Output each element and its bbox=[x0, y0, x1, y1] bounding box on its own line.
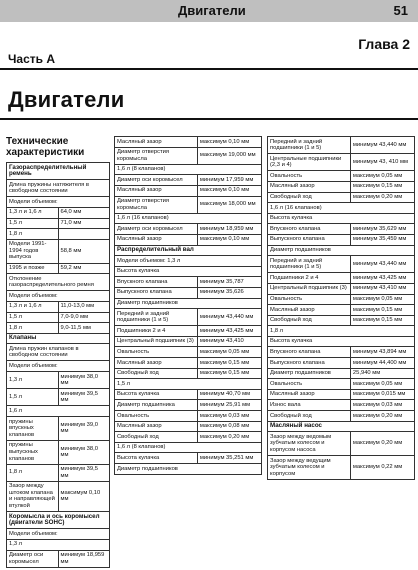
spec-label: Свободный ход bbox=[115, 432, 198, 443]
page-number: 51 bbox=[393, 3, 408, 18]
table-row bbox=[268, 192, 415, 203]
table-row bbox=[7, 529, 110, 540]
spec-value: 9,0-11,5 мм bbox=[58, 323, 110, 334]
table-row bbox=[7, 301, 110, 312]
spec-label: 1,8 л bbox=[7, 464, 59, 481]
spec-label: Свободный ход bbox=[268, 192, 351, 203]
spec-value: минимум 35,459 мм bbox=[350, 234, 414, 245]
spec-value: минимум 38,0 мм bbox=[58, 372, 110, 389]
table-row bbox=[268, 171, 415, 182]
spec-table-3 bbox=[267, 136, 415, 480]
table-row bbox=[115, 442, 262, 453]
table-row bbox=[7, 512, 110, 529]
spec-label: Подшипники 2 и 4 bbox=[115, 326, 198, 337]
spec-value: максимум 0,15 мм bbox=[197, 368, 261, 379]
spec-value: максимум 0,05 мм bbox=[350, 171, 414, 182]
table-row bbox=[268, 203, 415, 214]
spec-label: Овальность bbox=[115, 347, 198, 358]
spec-value: 59,2 мм bbox=[58, 263, 110, 274]
table-row bbox=[7, 440, 110, 464]
table-row bbox=[268, 379, 415, 390]
spec-label: Овальность bbox=[115, 411, 198, 422]
spec-label: Зазор между ведомым зубчатым колесом и корпусом насоса bbox=[268, 432, 351, 456]
table-row bbox=[115, 298, 262, 309]
spec-subheading: Высота кулачка bbox=[268, 213, 415, 224]
part-label: Часть A bbox=[8, 52, 56, 66]
spec-subheading: 1,3 л bbox=[7, 539, 110, 550]
spec-label: Диаметр оси коромысел bbox=[115, 175, 198, 186]
spec-label: Свободный ход bbox=[268, 411, 351, 422]
table-row bbox=[7, 550, 110, 567]
divider-top bbox=[0, 68, 418, 70]
spec-value: максимум 18,000 мм bbox=[197, 196, 261, 213]
spec-value: минимум 39,5 мм bbox=[58, 389, 110, 406]
spec-value: минимум 43,440 мм bbox=[197, 309, 261, 326]
spec-label: Передний и задний подшипники (1 и 5) bbox=[115, 309, 198, 326]
spec-value: максимум 0,08 мм bbox=[197, 421, 261, 432]
spec-label: 1,5 л bbox=[7, 312, 59, 323]
spec-label: Центральные подшипники (2,3 и 4) bbox=[268, 154, 351, 171]
spec-label: Центральный подшипник (3) bbox=[268, 283, 351, 294]
spec-value: максимум 0,05 мм bbox=[350, 379, 414, 390]
spec-label: Выпускного клапана bbox=[268, 234, 351, 245]
spec-value: минимум 18,959 мм bbox=[197, 224, 261, 235]
spec-label: Зазор между штоком клапана и направляющей втулкой bbox=[7, 481, 59, 511]
spec-label: Модели 1991-1994 годов выпуска bbox=[7, 239, 59, 263]
spec-value: минимум 35,251 мм bbox=[197, 453, 261, 464]
section-title: Газораспределительный ремень bbox=[7, 163, 110, 180]
spec-label: Передний и задний подшипники (1 и 5) bbox=[268, 256, 351, 273]
spec-label: Масляный зазор bbox=[115, 421, 198, 432]
table-row bbox=[268, 456, 415, 480]
table-row bbox=[7, 239, 110, 263]
spec-subheading: Высота кулачка bbox=[268, 336, 415, 347]
spec-value bbox=[58, 229, 110, 240]
table-row bbox=[115, 224, 262, 235]
table-row bbox=[268, 245, 415, 256]
table-row bbox=[7, 207, 110, 218]
spec-label: Впускного клапана bbox=[268, 224, 351, 235]
spec-label: Масляный зазор bbox=[115, 234, 198, 245]
spec-label: Масляный зазор bbox=[268, 181, 351, 192]
table-row bbox=[115, 164, 262, 175]
table-row bbox=[268, 273, 415, 284]
table-row bbox=[7, 229, 110, 240]
spec-label: Масляный зазор bbox=[115, 358, 198, 369]
spec-value: минимум 38,0 мм bbox=[58, 440, 110, 464]
spec-label: 1995 и позже bbox=[7, 263, 59, 274]
table-row bbox=[268, 137, 415, 154]
spec-value: минимум 35,787 bbox=[197, 277, 261, 288]
spec-label: Зазор между ведущим зубчатым колесом и корпусом bbox=[268, 456, 351, 480]
table-row bbox=[7, 163, 110, 180]
section-title: Распределительный вал bbox=[115, 245, 262, 256]
spec-label: Подшипники 2 и 4 bbox=[268, 273, 351, 284]
spec-subheading: 1,6 л (16 клапанов) bbox=[115, 213, 262, 224]
spec-value: максимум 0,15 мм bbox=[350, 181, 414, 192]
table-row bbox=[268, 389, 415, 400]
spec-subheading: 1,8 л bbox=[268, 326, 415, 337]
table-row bbox=[268, 432, 415, 456]
table-row bbox=[268, 326, 415, 337]
spec-value: минимум 43,894 мм bbox=[350, 347, 414, 358]
table-row bbox=[268, 347, 415, 358]
table-row bbox=[115, 411, 262, 422]
table-row bbox=[115, 421, 262, 432]
table-row bbox=[268, 368, 415, 379]
spec-subheading: Модели объемом: bbox=[7, 197, 110, 208]
spec-value: минимум 18,959 мм bbox=[58, 550, 110, 567]
spec-subheading: Диаметр подшипников bbox=[115, 298, 262, 309]
spec-value: максимум 0,10 мм bbox=[197, 185, 261, 196]
spec-label: Диаметр подшипника bbox=[115, 400, 198, 411]
spec-label: Масляный зазор bbox=[268, 389, 351, 400]
section-title: Масляный насос bbox=[268, 421, 415, 432]
table-row bbox=[7, 291, 110, 302]
table-row bbox=[115, 137, 262, 148]
table-row bbox=[268, 154, 415, 171]
spec-label: 1,3 л bbox=[7, 372, 59, 389]
table-row bbox=[7, 417, 110, 441]
spec-value: максимум 19,000 мм bbox=[197, 147, 261, 164]
spec-value: минимум 43,440 мм bbox=[350, 137, 414, 154]
table-row bbox=[268, 358, 415, 369]
spec-label: Диаметр отверстия коромысла bbox=[115, 196, 198, 213]
spec-value: максимум 0,03 мм bbox=[197, 411, 261, 422]
table-row bbox=[115, 196, 262, 213]
table-row bbox=[115, 400, 262, 411]
spec-label: Впускного клапана bbox=[268, 347, 351, 358]
spec-value: максимум 0,03 мм bbox=[350, 400, 414, 411]
spec-value: минимум 44,400 мм bbox=[350, 358, 414, 369]
table-row bbox=[7, 389, 110, 406]
spec-subheading: Диаметр подшипников bbox=[115, 464, 262, 475]
spec-label: 1,3 л и 1,6 л bbox=[7, 301, 59, 312]
spec-value: минимум 43,425 мм bbox=[197, 326, 261, 337]
table-row bbox=[115, 326, 262, 337]
spec-label: Диаметр оси коромысел bbox=[115, 224, 198, 235]
spec-value: максимум 0,20 мм bbox=[350, 192, 414, 203]
table-row bbox=[7, 361, 110, 372]
spec-value: максимум 0,05 мм bbox=[197, 347, 261, 358]
spec-label: Диаметр отверстия коромысла bbox=[115, 147, 198, 164]
spec-value: 71,0 мм bbox=[58, 218, 110, 229]
table-row bbox=[115, 245, 262, 256]
page-title: Двигатели bbox=[8, 87, 125, 112]
table-row bbox=[115, 175, 262, 186]
table-row bbox=[115, 389, 262, 400]
spec-value: максимум 0,15 мм bbox=[350, 315, 414, 326]
column-1 bbox=[6, 136, 110, 568]
spec-value: минимум 43,410 bbox=[197, 336, 261, 347]
spec-value: максимум 0,10 мм bbox=[58, 481, 110, 511]
table-row bbox=[7, 539, 110, 550]
table-row bbox=[7, 323, 110, 334]
table-row bbox=[7, 274, 110, 291]
table-row bbox=[115, 358, 262, 369]
spec-value: 64,0 мм bbox=[58, 207, 110, 218]
spec-value: минимум 17,959 мм bbox=[197, 175, 261, 186]
table-row bbox=[268, 181, 415, 192]
spec-value: максимум 0,05 мм bbox=[350, 294, 414, 305]
spec-value: минимум 43,440 мм bbox=[350, 256, 414, 273]
column-2 bbox=[114, 136, 262, 475]
spec-subheading: Длина пружины натяжителя в свободном состоянии bbox=[7, 180, 110, 197]
spec-value: 7,0-9,0 мм bbox=[58, 312, 110, 323]
table-row bbox=[268, 234, 415, 245]
spec-label: пружины впускных клапанов bbox=[7, 417, 59, 441]
spec-label: Выпускного клапана bbox=[115, 287, 198, 298]
table-row bbox=[115, 453, 262, 464]
spec-subheading: Диаметр подшипников bbox=[268, 245, 415, 256]
spec-subheading: Модели объемом: bbox=[7, 529, 110, 540]
section-title: Коромысла и ось коромысел (двигатели SOHC) bbox=[7, 512, 110, 529]
table-row bbox=[268, 315, 415, 326]
spec-value: минимум 43,410 мм bbox=[350, 283, 414, 294]
table-row bbox=[115, 368, 262, 379]
spec-value: минимум 39,5 мм bbox=[58, 464, 110, 481]
table-row bbox=[7, 333, 110, 344]
table-row bbox=[115, 266, 262, 277]
table-row bbox=[268, 421, 415, 432]
spec-value: минимум 35,626 bbox=[197, 287, 261, 298]
spec-label: Диаметр оси коромысел bbox=[7, 550, 59, 567]
table-row bbox=[268, 305, 415, 316]
table-row bbox=[268, 256, 415, 273]
table-row bbox=[115, 147, 262, 164]
table-row bbox=[268, 400, 415, 411]
table-row bbox=[115, 309, 262, 326]
table-row bbox=[115, 432, 262, 443]
spec-subheading: 1,6 л (8 клапанов) bbox=[115, 442, 262, 453]
table-row bbox=[268, 224, 415, 235]
spec-subheading: 1,5 л bbox=[115, 379, 262, 390]
spec-value: минимум 25,91 мм bbox=[197, 400, 261, 411]
table-row bbox=[115, 336, 262, 347]
table-row bbox=[115, 256, 262, 267]
spec-value: максимум 0,20 мм bbox=[350, 432, 414, 456]
spec-label: Диаметр подшипников bbox=[268, 368, 351, 379]
spec-subheading: Отклонение газораспределительного ремня bbox=[7, 274, 110, 291]
spec-label: Масляный зазор bbox=[115, 185, 198, 196]
chapter-label: Глава 2 bbox=[358, 36, 410, 52]
spec-value: максимум 0,015 мм bbox=[350, 389, 414, 400]
spec-value: максимум 0,10 мм bbox=[197, 137, 261, 148]
spec-label: 1,5 л bbox=[7, 389, 59, 406]
table-row bbox=[115, 234, 262, 245]
spec-subheading: Модели объемом: bbox=[7, 291, 110, 302]
spec-label: Овальность bbox=[268, 379, 351, 390]
table-row bbox=[268, 213, 415, 224]
spec-value: максимум 0,15 мм bbox=[350, 305, 414, 316]
table-row bbox=[7, 218, 110, 229]
table-row bbox=[7, 180, 110, 197]
spec-subheading: 1,6 л (8 клапанов) bbox=[115, 164, 262, 175]
table-row bbox=[115, 379, 262, 390]
spec-label: Масляный зазор bbox=[268, 305, 351, 316]
spec-label: Овальность bbox=[268, 171, 351, 182]
spec-subheading: 1,6 л bbox=[7, 406, 110, 417]
spec-subheading: Длина пружин клапанов в свободном состоянии bbox=[7, 344, 110, 361]
spec-value: минимум 39,0 мм bbox=[58, 417, 110, 441]
running-header-title: Двигатели bbox=[178, 3, 246, 18]
table-row bbox=[7, 406, 110, 417]
spec-value: минимум 43,425 мм bbox=[350, 273, 414, 284]
spec-label: 1,8 л bbox=[7, 229, 59, 240]
section-title: Клапаны bbox=[7, 333, 110, 344]
table-row bbox=[7, 372, 110, 389]
table-row bbox=[7, 464, 110, 481]
section-heading: Технические характеристики bbox=[6, 136, 85, 158]
spec-value: максимум 0,22 мм bbox=[350, 456, 414, 480]
table-row bbox=[7, 312, 110, 323]
spec-label: Высота кулачка bbox=[115, 389, 198, 400]
spec-value: минимум 35,629 мм bbox=[350, 224, 414, 235]
column-3 bbox=[267, 136, 415, 480]
table-row bbox=[7, 197, 110, 208]
table-row bbox=[7, 344, 110, 361]
divider-bottom bbox=[0, 118, 418, 120]
table-row bbox=[115, 277, 262, 288]
spec-value: максимум 0,20 мм bbox=[197, 432, 261, 443]
spec-value: минимум 43, 410 мм bbox=[350, 154, 414, 171]
spec-label: пружины выпускных клапанов bbox=[7, 440, 59, 464]
spec-label: 1,3 л и 1,6 л bbox=[7, 207, 59, 218]
table-row bbox=[115, 347, 262, 358]
spec-table-1 bbox=[6, 162, 110, 568]
spec-label: Масляный зазор bbox=[115, 137, 198, 148]
table-row bbox=[115, 287, 262, 298]
spec-table-2 bbox=[114, 136, 262, 475]
spec-label: Впускного клапана bbox=[115, 277, 198, 288]
spec-label: 1,5 л bbox=[7, 218, 59, 229]
spec-label: Передний и задний подшипники (1 и 5) bbox=[268, 137, 351, 154]
table-row bbox=[268, 294, 415, 305]
spec-label: Центральный подшипник (3) bbox=[115, 336, 198, 347]
table-row bbox=[268, 336, 415, 347]
spec-label: 1,8 л bbox=[7, 323, 59, 334]
spec-value: 58,8 мм bbox=[58, 239, 110, 263]
spec-value: максимум 0,10 мм bbox=[197, 234, 261, 245]
spec-label: Овальность bbox=[268, 294, 351, 305]
table-row bbox=[115, 213, 262, 224]
table-row bbox=[7, 481, 110, 511]
spec-label: Выпускного клапана bbox=[268, 358, 351, 369]
table-row bbox=[7, 263, 110, 274]
spec-subheading: Высота кулачка bbox=[115, 266, 262, 277]
spec-value: минимум 40,70 мм bbox=[197, 389, 261, 400]
spec-label: Высота кулачка bbox=[115, 453, 198, 464]
table-row bbox=[268, 411, 415, 422]
spec-label: Износ вала bbox=[268, 400, 351, 411]
table-row bbox=[115, 185, 262, 196]
table-row bbox=[115, 464, 262, 475]
spec-value: максимум 0,20 мм bbox=[350, 411, 414, 422]
spec-label: Свободный ход bbox=[268, 315, 351, 326]
spec-value: максимум 0,15 мм bbox=[197, 358, 261, 369]
spec-subheading: 1,6 л (16 клапанов) bbox=[268, 203, 415, 214]
spec-label: Свободный ход bbox=[115, 368, 198, 379]
spec-value: 11,0-13,0 мм bbox=[58, 301, 110, 312]
table-row bbox=[268, 283, 415, 294]
spec-subheading: Модели объемом: 1,3 л bbox=[115, 256, 262, 267]
spec-value: 25,940 мм bbox=[350, 368, 414, 379]
spec-subheading: Модели объемом: bbox=[7, 361, 110, 372]
